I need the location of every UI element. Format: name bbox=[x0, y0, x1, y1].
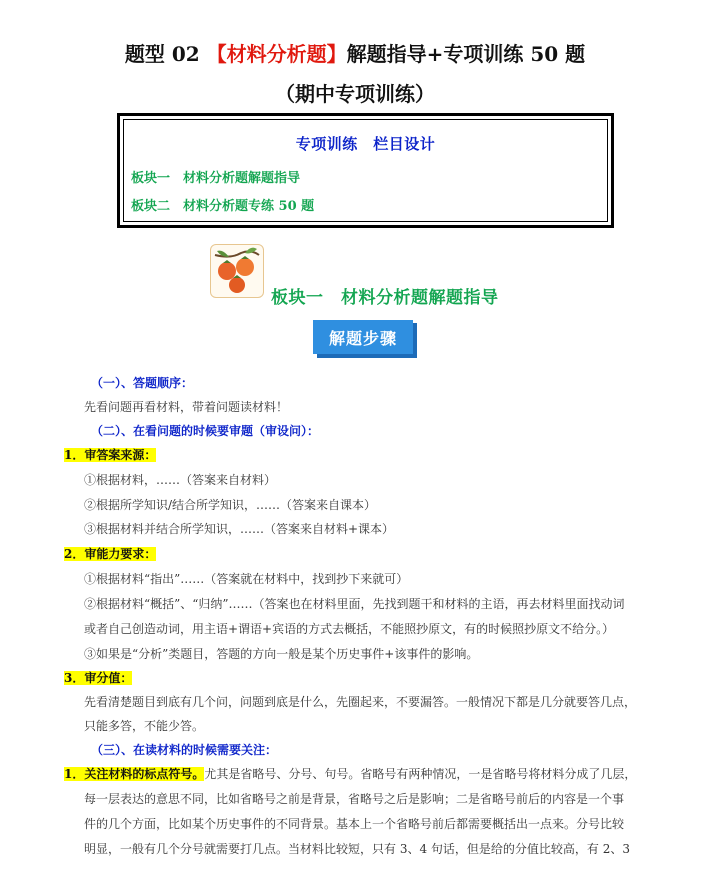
label-punctuation: 1．关注材料的标点符号。 bbox=[64, 767, 205, 781]
banner-label: 解题步骤 bbox=[313, 320, 413, 354]
page-subtitle: （期中专项训练） bbox=[275, 82, 435, 106]
punctuation-line-4: 明显，一般有几个分号就需要打几点。当材料比较短，只有 3、4 句话，但是给的分值比较高，有 2、3 bbox=[84, 842, 630, 856]
answer-source-item-1: ①根据材料，……（答案来自材料） bbox=[84, 473, 277, 487]
toc-item-1[interactable]: 板块一 材料分析题解题指导 bbox=[131, 171, 301, 186]
heading-read-question: （二）、在看问题的时候要审题（审设问）： bbox=[91, 424, 320, 438]
score-paragraph-line-2: 只能多答，不能少答。 bbox=[84, 719, 205, 733]
answer-source-item-3: ③根据材料并结合所学知识，……（答案来自材料+课本） bbox=[84, 522, 395, 536]
paragraph-answer-order: 先看问题再看材料，带着问题读材料！ bbox=[84, 400, 289, 414]
punctuation-line-2: 每一层表达的意思不同，比如省略号之前是背景，省略号之后是影响；二是省略号前后的内容是一个事 bbox=[84, 792, 625, 806]
title-suffix: 解题指导+专项训练 50 题 bbox=[346, 42, 586, 66]
toc-item-2[interactable]: 板块二 材料分析题专练 50 题 bbox=[131, 199, 315, 214]
toc-heading: 专项训练 栏目设计 bbox=[295, 135, 436, 153]
label-ability-requirement: 2．审能力要求： bbox=[64, 547, 157, 561]
steps-banner bbox=[313, 320, 417, 358]
persimmon-branch-icon bbox=[210, 244, 264, 298]
heading-answer-order: （一）、答题顺序： bbox=[91, 376, 194, 390]
label-score-value: 3．审分值： bbox=[64, 671, 133, 685]
label-answer-source: 1．审答案来源： bbox=[64, 448, 157, 462]
score-paragraph-line-1: 先看清楚题目到底有几个问，问题到底是什么，先圈起来，不要漏答。一般情况下都是几分就要答几点， bbox=[84, 695, 637, 709]
ability-item-2: ②根据材料“概括”、“归纳”……（答案也在材料里面，先找到题干和材料的主语，再去材料里面找动词 bbox=[84, 597, 625, 611]
punctuation-line-3: 件的几个方面，比如某个历史事件的不同背景。基本上一个省略号前后都需要概括出一点来。分号比较 bbox=[84, 817, 625, 831]
ability-item-3: ③如果是“分析”类题目，答题的方向一般是某个历史事件+该事件的影响。 bbox=[84, 647, 479, 661]
section-title: 板块一 材料分析题解题指导 bbox=[271, 288, 499, 308]
ability-item-2-cont: 或者自己创造动词，用主语+谓语+宾语的方式去概括，不能照抄原文，有的时候照抄原文不给分。） bbox=[84, 622, 615, 636]
punctuation-line-1: 尤其是省略号、分号、句号。省略号有两种情况，一是省略号将材料分成了几层， bbox=[204, 767, 637, 781]
heading-read-material: （三）、在读材料的时候需要关注： bbox=[91, 743, 278, 757]
answer-source-item-2: ②根据所学知识/结合所学知识，……（答案来自课本） bbox=[84, 498, 377, 512]
page-title bbox=[0, 38, 710, 67]
title-highlight: 【材料分析题】 bbox=[206, 42, 347, 66]
title-prefix: 题型 02 bbox=[124, 42, 207, 66]
ability-item-1: ①根据材料“指出”……（答案就在材料中，找到抄下来就可） bbox=[84, 572, 409, 586]
